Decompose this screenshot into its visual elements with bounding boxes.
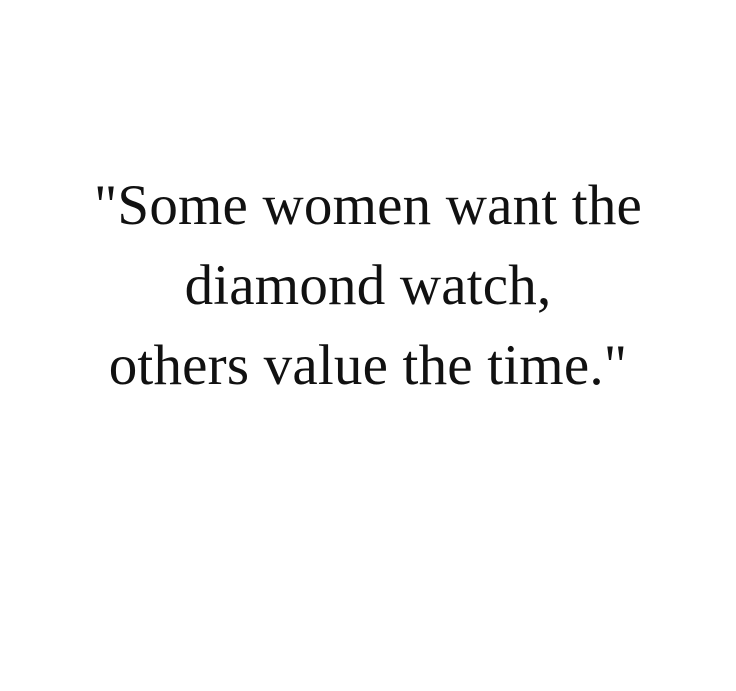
- quote-line-3: others value the time.": [108, 334, 628, 397]
- quote-text: [0, 166, 736, 406]
- quote-line-1: "Some women want the: [93, 174, 643, 237]
- quote-line-2: diamond watch,: [184, 254, 552, 317]
